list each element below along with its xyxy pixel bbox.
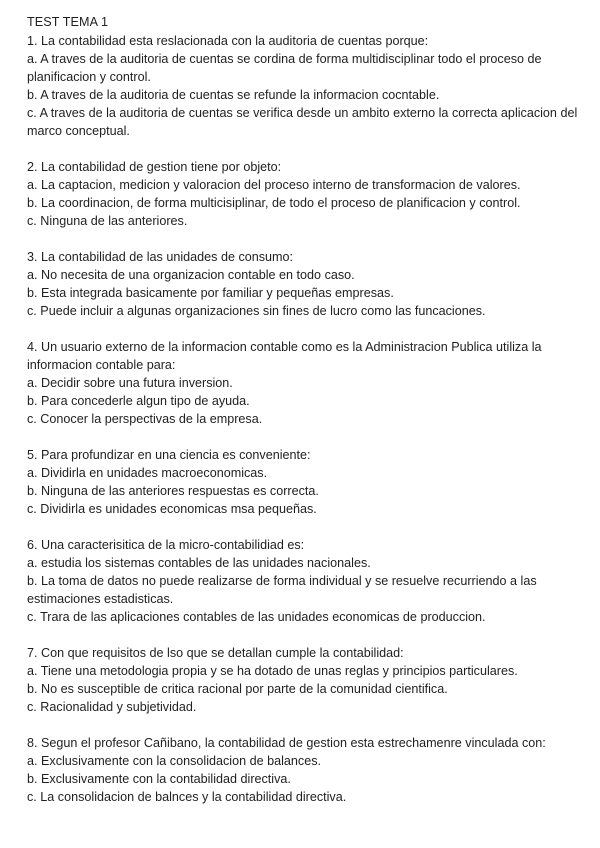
question-text: 4. Un usuario externo de la informacion contable como es la Administracion Publica utiliza la informacion contable para: (27, 340, 542, 372)
option-c: c. Racionalidad y subjetividad. (27, 700, 197, 714)
question-text: 7. Con que requisitos de lso que se detallan cumple la contabilidad: (27, 646, 404, 660)
option-b: b. A traves de la auditoria de cuentas se refunde la informacion cocntable. (27, 88, 440, 102)
question-4 (27, 338, 580, 428)
option-a: a. Dividirla en unidades macroeconomicas. (27, 466, 268, 480)
option-b: b. La coordinacion, de forma multicisiplinar, de todo el proceso de planificacion y control. (27, 196, 521, 210)
option-b: b. La toma de datos no puede realizarse de forma individual y se resuelve recurriendo a las estimaciones estadisticas. (27, 574, 537, 606)
option-b: b. Para concederle algun tipo de ayuda. (27, 394, 250, 408)
question-8 (27, 734, 580, 806)
option-a: a. La captacion, medicion y valoracion del proceso interno de transformacion de valores. (27, 178, 521, 192)
option-a: a. Exclusivamente con la consolidacion de balances. (27, 754, 322, 768)
question-7 (27, 644, 580, 716)
document-title: TEST TEMA 1 (27, 15, 109, 29)
option-c: c. Dividirla es unidades economicas msa pequeñas. (27, 502, 317, 516)
option-c: c. Ninguna de las anteriores. (27, 214, 188, 228)
option-c: c. Trara de las aplicaciones contables de las unidades economicas de produccion. (27, 610, 486, 624)
question-3 (27, 248, 580, 320)
option-b: b. Exclusivamente con la contabilidad directiva. (27, 772, 291, 786)
question-text: 5. Para profundizar en una ciencia es conveniente: (27, 448, 311, 462)
option-a: a. No necesita de una organizacion contable en todo caso. (27, 268, 355, 282)
option-c: c. Puede incluir a algunas organizaciones sin fines de lucro como las funcaciones. (27, 304, 486, 318)
option-c: c. La consolidacion de balnces y la contabilidad directiva. (27, 790, 347, 804)
option-a: a. Tiene una metodologia propia y se ha dotado de unas reglas y principios particulares. (27, 664, 518, 678)
option-b: b. Ninguna de las anteriores respuestas es correcta. (27, 484, 319, 498)
question-text: 2. La contabilidad de gestion tiene por objeto: (27, 160, 282, 174)
question-1 (27, 32, 580, 140)
option-b: b. No es susceptible de critica racional por parte de la comunidad cientifica. (27, 682, 448, 696)
option-a: a. estudia los sistemas contables de las unidades nacionales. (27, 556, 371, 570)
question-6 (27, 536, 580, 626)
question-text: 1. La contabilidad esta reslacionada con la auditoria de cuentas porque: (27, 34, 429, 48)
option-c: c. Conocer la perspectivas de la empresa. (27, 412, 263, 426)
question-text: 3. La contabilidad de las unidades de consumo: (27, 250, 294, 264)
question-2 (27, 158, 580, 230)
question-5 (27, 446, 580, 518)
option-b: b. Esta integrada basicamente por familiar y pequeñas empresas. (27, 286, 394, 300)
question-text: 8. Segun el profesor Cañibano, la contabilidad de gestion esta estrechamenre vinculada con: (27, 736, 546, 750)
option-a: a. A traves de la auditoria de cuentas se cordina de forma multidisciplinar todo el proceso de planificacion y control. (27, 52, 542, 84)
question-text: 6. Una caracterisitica de la micro-contabilidiad es: (27, 538, 305, 552)
option-c: c. A traves de la auditoria de cuentas se verifica desde un ambito externo la correcta aplicacion del marco conceptual. (27, 106, 578, 138)
option-a: a. Decidir sobre una futura inversion. (27, 376, 233, 390)
